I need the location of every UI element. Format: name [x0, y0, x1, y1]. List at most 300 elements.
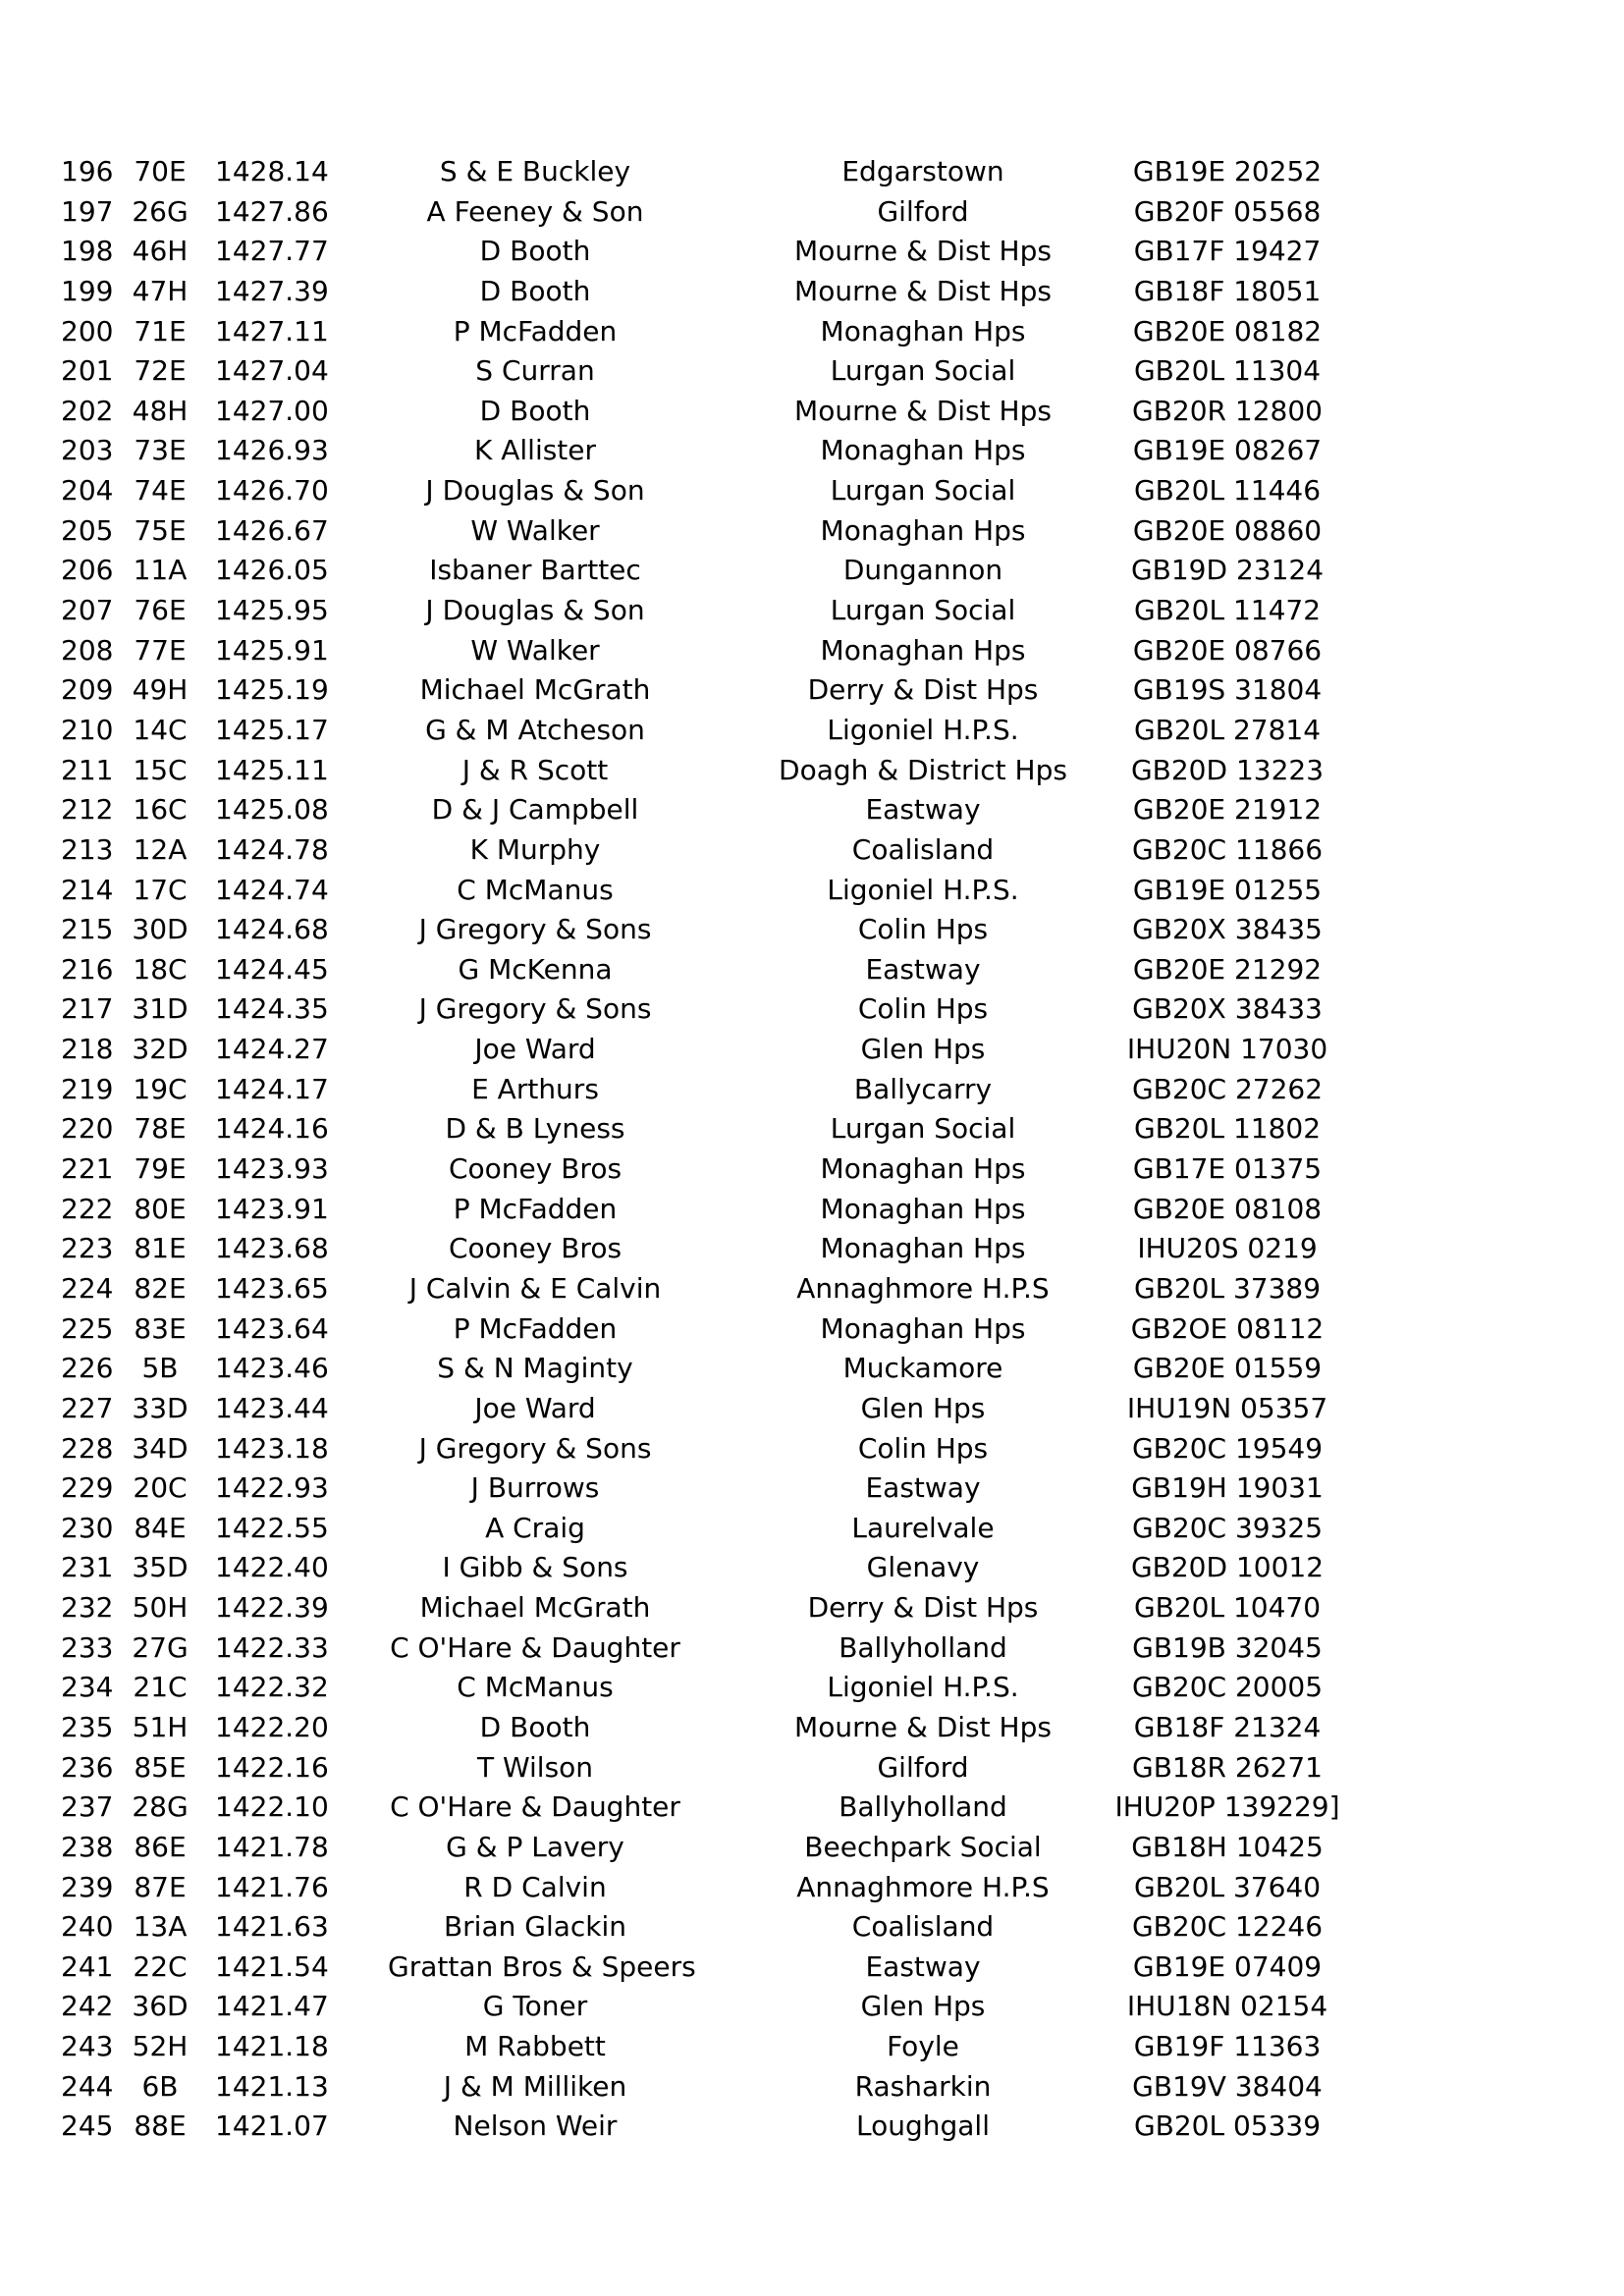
velocity-cell: 1421.13: [215, 2069, 329, 2103]
club-cell: Monaghan Hps: [820, 1192, 1026, 1225]
entry-code-cell: 88E: [134, 2109, 187, 2143]
ring-number-cell: GB20C 19549: [1131, 1431, 1324, 1465]
position-cell: 244: [61, 2069, 114, 2103]
table-row: [0, 1109, 1624, 1149]
entry-code-cell: 78E: [134, 1112, 187, 1146]
club-cell: Glen Hps: [860, 1990, 986, 2023]
position-cell: 204: [61, 474, 114, 507]
entry-code-cell: 74E: [134, 474, 187, 507]
table-row: [0, 1868, 1624, 1908]
position-cell: 217: [61, 992, 114, 1026]
table-row: [0, 1429, 1624, 1469]
fancier-name-cell: W Walker: [470, 633, 600, 667]
club-cell: Annaghmore H.P.S: [796, 1271, 1050, 1305]
velocity-cell: 1424.16: [215, 1112, 329, 1146]
club-cell: Coalisland: [851, 832, 995, 866]
velocity-cell: 1422.32: [215, 1671, 329, 1704]
fancier-name-cell: Michael McGrath: [419, 1591, 651, 1625]
club-cell: Mourne & Dist Hps: [794, 1710, 1052, 1743]
position-cell: 239: [61, 1870, 114, 1903]
ring-number-cell: GB18F 18051: [1133, 274, 1322, 307]
fancier-name-cell: Joe Ward: [474, 1391, 596, 1424]
entry-code-cell: 79E: [134, 1152, 187, 1186]
ring-number-cell: GB20L 10470: [1133, 1591, 1322, 1625]
fancier-name-cell: S Curran: [475, 354, 595, 388]
velocity-cell: 1424.68: [215, 913, 329, 946]
velocity-cell: 1426.67: [215, 513, 329, 547]
velocity-cell: 1426.93: [215, 434, 329, 467]
position-cell: 237: [61, 1790, 114, 1824]
club-cell: Gilford: [877, 194, 969, 228]
table-row: [0, 1509, 1624, 1549]
velocity-cell: 1424.45: [215, 952, 329, 986]
table-row: [0, 1629, 1624, 1669]
entry-code-cell: 19C: [133, 1072, 188, 1105]
velocity-cell: 1421.18: [215, 2030, 329, 2063]
position-cell: 224: [61, 1271, 114, 1305]
fancier-name-cell: P McFadden: [453, 1311, 618, 1345]
velocity-cell: 1421.07: [215, 2109, 329, 2143]
velocity-cell: 1423.46: [215, 1352, 329, 1385]
ring-number-cell: GB20L 37640: [1133, 1870, 1322, 1903]
fancier-name-cell: J Burrows: [470, 1471, 600, 1505]
table-row: [0, 751, 1624, 791]
ring-number-cell: IHU19N 05357: [1126, 1391, 1328, 1424]
entry-code-cell: 34D: [132, 1431, 189, 1465]
fancier-name-cell: J Douglas & Son: [425, 594, 645, 627]
fancier-name-cell: Joe Ward: [474, 1033, 596, 1066]
fancier-name-cell: P McFadden: [453, 314, 618, 347]
position-cell: 199: [61, 274, 114, 307]
entry-code-cell: 11A: [133, 554, 188, 587]
position-cell: 213: [61, 832, 114, 866]
table-row: [0, 830, 1624, 871]
club-cell: Eastway: [865, 952, 981, 986]
fancier-name-cell: D & B Lyness: [445, 1112, 625, 1146]
velocity-cell: 1423.91: [215, 1192, 329, 1225]
table-row: [0, 871, 1624, 911]
table-row: [0, 1149, 1624, 1190]
club-cell: Derry & Dist Hps: [807, 1591, 1039, 1625]
table-row: [0, 1389, 1624, 1429]
position-cell: 241: [61, 1949, 114, 1983]
ring-number-cell: GB19H 19031: [1131, 1471, 1324, 1505]
velocity-cell: 1421.63: [215, 1910, 329, 1944]
table-row: [0, 431, 1624, 471]
ring-number-cell: GB20E 21912: [1132, 793, 1323, 827]
entry-code-cell: 12A: [133, 832, 188, 866]
position-cell: 215: [61, 913, 114, 946]
club-cell: Dungannon: [842, 554, 1003, 587]
fancier-name-cell: K Allister: [473, 434, 597, 467]
position-cell: 245: [61, 2109, 114, 2143]
fancier-name-cell: C McManus: [457, 873, 614, 906]
table-row: [0, 2027, 1624, 2067]
club-cell: Glen Hps: [860, 1391, 986, 1424]
fancier-name-cell: Nelson Weir: [453, 2109, 618, 2143]
table-row: [0, 312, 1624, 352]
fancier-name-cell: M Rabbett: [464, 2030, 606, 2063]
velocity-cell: 1424.78: [215, 832, 329, 866]
position-cell: 201: [61, 354, 114, 388]
ring-number-cell: GB2OE 08112: [1130, 1311, 1325, 1345]
position-cell: 230: [61, 1511, 114, 1544]
velocity-cell: 1421.54: [215, 1949, 329, 1983]
velocity-cell: 1425.95: [215, 594, 329, 627]
ring-number-cell: GB20L 27814: [1133, 713, 1322, 746]
entry-code-cell: 20C: [133, 1471, 188, 1505]
fancier-name-cell: D Booth: [479, 394, 591, 427]
ring-number-cell: GB19S 31804: [1132, 673, 1323, 707]
entry-code-cell: 31D: [132, 992, 189, 1026]
entry-code-cell: 73E: [134, 434, 187, 467]
table-row: [0, 192, 1624, 233]
velocity-cell: 1427.04: [215, 354, 329, 388]
position-cell: 235: [61, 1710, 114, 1743]
velocity-cell: 1425.17: [215, 713, 329, 746]
club-cell: Glenavy: [866, 1551, 980, 1584]
position-cell: 197: [61, 194, 114, 228]
club-cell: Derry & Dist Hps: [807, 673, 1039, 707]
entry-code-cell: 14C: [133, 713, 188, 746]
entry-code-cell: 82E: [134, 1271, 187, 1305]
position-cell: 236: [61, 1750, 114, 1784]
club-cell: Doagh & District Hps: [779, 753, 1067, 786]
club-cell: Colin Hps: [857, 1431, 989, 1465]
fancier-name-cell: J Gregory & Sons: [418, 992, 652, 1026]
fancier-name-cell: D Booth: [479, 235, 591, 268]
ring-number-cell: GB20E 08766: [1132, 633, 1323, 667]
position-cell: 206: [61, 554, 114, 587]
position-cell: 234: [61, 1671, 114, 1704]
fancier-name-cell: G & P Lavery: [446, 1830, 624, 1863]
club-cell: Monaghan Hps: [820, 1311, 1026, 1345]
fancier-name-cell: W Walker: [470, 513, 600, 547]
entry-code-cell: 30D: [132, 913, 189, 946]
fancier-name-cell: R D Calvin: [463, 1870, 607, 1903]
table-row: [0, 1987, 1624, 2027]
ring-number-cell: IHU20S 0219: [1137, 1232, 1318, 1265]
ring-number-cell: GB20L 11304: [1133, 354, 1322, 388]
table-row: [0, 1708, 1624, 1748]
entry-code-cell: 26G: [132, 194, 189, 228]
entry-code-cell: 16C: [133, 793, 188, 827]
table-row: [0, 511, 1624, 552]
club-cell: Monaghan Hps: [820, 434, 1026, 467]
entry-code-cell: 76E: [134, 594, 187, 627]
entry-code-cell: 15C: [133, 753, 188, 786]
ring-number-cell: GB20L 37389: [1133, 1271, 1322, 1305]
position-cell: 238: [61, 1830, 114, 1863]
club-cell: Monaghan Hps: [820, 1152, 1026, 1186]
position-cell: 205: [61, 513, 114, 547]
fancier-name-cell: J & M Milliken: [443, 2069, 627, 2103]
ring-number-cell: GB19E 20252: [1132, 155, 1323, 187]
velocity-cell: 1422.16: [215, 1750, 329, 1784]
fancier-name-cell: J Calvin & E Calvin: [408, 1271, 662, 1305]
club-cell: Laurelvale: [851, 1511, 995, 1544]
position-cell: 229: [61, 1471, 114, 1505]
fancier-name-cell: P McFadden: [453, 1192, 618, 1225]
table-row: [0, 551, 1624, 591]
velocity-cell: 1422.20: [215, 1710, 329, 1743]
ring-number-cell: GB20C 27262: [1131, 1072, 1324, 1105]
ring-number-cell: GB20E 08182: [1132, 314, 1323, 347]
ring-number-cell: GB20R 12800: [1132, 394, 1323, 427]
fancier-name-cell: C McManus: [457, 1671, 614, 1704]
fancier-name-cell: C O'Hare & Daughter: [390, 1790, 680, 1824]
table-row: [0, 1229, 1624, 1269]
position-cell: 207: [61, 594, 114, 627]
table-row: [0, 790, 1624, 830]
table-row: [0, 631, 1624, 671]
position-cell: 222: [61, 1192, 114, 1225]
ring-number-cell: GB20L 11472: [1133, 594, 1322, 627]
entry-code-cell: 35D: [132, 1551, 189, 1584]
club-cell: Foyle: [887, 2030, 959, 2063]
ring-number-cell: GB20X 38433: [1132, 992, 1323, 1026]
entry-code-cell: 36D: [132, 1990, 189, 2023]
ring-number-cell: GB20D 13223: [1130, 753, 1325, 786]
ring-number-cell: GB20L 11446: [1133, 474, 1322, 507]
velocity-cell: 1426.70: [215, 474, 329, 507]
club-cell: Glen Hps: [860, 1033, 986, 1066]
table-row: [0, 670, 1624, 711]
entry-code-cell: 22C: [133, 1949, 188, 1983]
velocity-cell: 1427.86: [215, 194, 329, 228]
position-cell: 240: [61, 1910, 114, 1944]
club-cell: Mourne & Dist Hps: [794, 274, 1052, 307]
club-cell: Ligoniel H.P.S.: [827, 713, 1019, 746]
table-row: [0, 1788, 1624, 1828]
table-row: [0, 351, 1624, 392]
position-cell: 210: [61, 713, 114, 746]
velocity-cell: 1421.76: [215, 1870, 329, 1903]
table-row: [0, 152, 1624, 192]
ring-number-cell: GB20E 08108: [1132, 1192, 1323, 1225]
position-cell: 232: [61, 1591, 114, 1625]
position-cell: 216: [61, 952, 114, 986]
table-row: [0, 1190, 1624, 1230]
position-cell: 221: [61, 1152, 114, 1186]
fancier-name-cell: Cooney Bros: [448, 1152, 623, 1186]
club-cell: Colin Hps: [857, 913, 989, 946]
position-cell: 242: [61, 1990, 114, 2023]
club-cell: Rasharkin: [854, 2069, 992, 2103]
club-cell: Lurgan Social: [830, 594, 1016, 627]
club-cell: Ballyholland: [839, 1630, 1007, 1664]
ring-number-cell: GB20L 05339: [1133, 2109, 1322, 2143]
entry-code-cell: 70E: [134, 155, 187, 187]
ring-number-cell: GB17F 19427: [1133, 235, 1322, 268]
club-cell: Mourne & Dist Hps: [794, 235, 1052, 268]
entry-code-cell: 50H: [132, 1591, 189, 1625]
entry-code-cell: 27G: [132, 1630, 189, 1664]
position-cell: 220: [61, 1112, 114, 1146]
entry-code-cell: 18C: [133, 952, 188, 986]
club-cell: Eastway: [865, 1471, 981, 1505]
entry-code-cell: 85E: [134, 1750, 187, 1784]
velocity-cell: 1422.33: [215, 1630, 329, 1664]
club-cell: Gilford: [877, 1750, 969, 1784]
table-row: [0, 910, 1624, 950]
entry-code-cell: 84E: [134, 1511, 187, 1544]
fancier-name-cell: C O'Hare & Daughter: [390, 1630, 680, 1664]
velocity-cell: 1422.93: [215, 1471, 329, 1505]
results-table: [0, 152, 1624, 2147]
ring-number-cell: IHU20P 139229]: [1114, 1790, 1340, 1824]
ring-number-cell: GB20F 05568: [1133, 194, 1322, 228]
entry-code-cell: 32D: [132, 1033, 189, 1066]
fancier-name-cell: S & N Maginty: [437, 1352, 633, 1385]
club-cell: Ligoniel H.P.S.: [827, 1671, 1019, 1704]
velocity-cell: 1424.35: [215, 992, 329, 1026]
position-cell: 211: [61, 753, 114, 786]
fancier-name-cell: A Feeney & Son: [426, 194, 644, 228]
velocity-cell: 1421.78: [215, 1830, 329, 1863]
table-row: [0, 1349, 1624, 1389]
velocity-cell: 1423.44: [215, 1391, 329, 1424]
ring-number-cell: GB19E 01255: [1132, 873, 1323, 906]
club-cell: Mourne & Dist Hps: [794, 394, 1052, 427]
table-row: [0, 989, 1624, 1030]
fancier-name-cell: D Booth: [479, 274, 591, 307]
position-cell: 200: [61, 314, 114, 347]
ring-number-cell: GB20E 01559: [1132, 1352, 1323, 1385]
table-row: [0, 1907, 1624, 1948]
entry-code-cell: 33D: [132, 1391, 189, 1424]
position-cell: 203: [61, 434, 114, 467]
velocity-cell: 1425.91: [215, 633, 329, 667]
position-cell: 225: [61, 1311, 114, 1345]
ring-number-cell: GB18F 21324: [1133, 1710, 1322, 1743]
velocity-cell: 1424.17: [215, 1072, 329, 1105]
table-row: [0, 1668, 1624, 1708]
velocity-cell: 1423.68: [215, 1232, 329, 1265]
table-row: [0, 272, 1624, 312]
table-row: [0, 1309, 1624, 1350]
velocity-cell: 1423.93: [215, 1152, 329, 1186]
table-row: [0, 1468, 1624, 1509]
ring-number-cell: GB20C 39325: [1131, 1511, 1324, 1544]
ring-number-cell: GB19B 32045: [1132, 1630, 1323, 1664]
entry-code-cell: 87E: [134, 1870, 187, 1903]
velocity-cell: 1421.47: [215, 1990, 329, 2023]
position-cell: 226: [61, 1352, 114, 1385]
entry-code-cell: 86E: [134, 1830, 187, 1863]
velocity-cell: 1427.00: [215, 394, 329, 427]
position-cell: 231: [61, 1551, 114, 1584]
club-cell: Monaghan Hps: [820, 1232, 1026, 1265]
fancier-name-cell: Grattan Bros & Speers: [388, 1949, 696, 1983]
fancier-name-cell: G Toner: [482, 1990, 588, 2023]
table-row: [0, 1070, 1624, 1110]
club-cell: Edgarstown: [841, 155, 1004, 187]
fancier-name-cell: G McKenna: [458, 952, 613, 986]
fancier-name-cell: E Arthurs: [471, 1072, 599, 1105]
club-cell: Loughgall: [856, 2109, 990, 2143]
velocity-cell: 1424.74: [215, 873, 329, 906]
ring-number-cell: IHU18N 02154: [1126, 1990, 1328, 2023]
fancier-name-cell: I Gibb & Sons: [442, 1551, 628, 1584]
ring-number-cell: GB20E 08860: [1132, 513, 1323, 547]
table-row: [0, 1588, 1624, 1629]
position-cell: 209: [61, 673, 114, 707]
velocity-cell: 1427.39: [215, 274, 329, 307]
position-cell: 218: [61, 1033, 114, 1066]
ring-number-cell: GB18H 10425: [1131, 1830, 1324, 1863]
fancier-name-cell: A Craig: [485, 1511, 585, 1544]
velocity-cell: 1423.65: [215, 1271, 329, 1305]
entry-code-cell: 51H: [132, 1710, 189, 1743]
club-cell: Lurgan Social: [830, 1112, 1016, 1146]
entry-code-cell: 83E: [134, 1311, 187, 1345]
club-cell: Muckamore: [842, 1352, 1003, 1385]
entry-code-cell: 52H: [132, 2030, 189, 2063]
club-cell: Ballycarry: [853, 1072, 993, 1105]
club-cell: Beechpark Social: [804, 1830, 1042, 1863]
entry-code-cell: 46H: [132, 235, 189, 268]
fancier-name-cell: D & J Campbell: [431, 793, 639, 827]
ring-number-cell: GB20X 38435: [1132, 913, 1323, 946]
velocity-cell: 1425.11: [215, 753, 329, 786]
velocity-cell: 1425.19: [215, 673, 329, 707]
position-cell: 227: [61, 1391, 114, 1424]
velocity-cell: 1423.18: [215, 1431, 329, 1465]
ring-number-cell: GB19E 08267: [1132, 434, 1323, 467]
position-cell: 202: [61, 394, 114, 427]
position-cell: 228: [61, 1431, 114, 1465]
entry-code-cell: 21C: [133, 1671, 188, 1704]
entry-code-cell: 71E: [134, 314, 187, 347]
ring-number-cell: GB20C 20005: [1131, 1671, 1324, 1704]
entry-code-cell: 81E: [134, 1232, 187, 1265]
table-row: [0, 1828, 1624, 1868]
position-cell: 243: [61, 2030, 114, 2063]
table-row: [0, 232, 1624, 272]
club-cell: Lurgan Social: [830, 354, 1016, 388]
fancier-name-cell: J Gregory & Sons: [418, 1431, 652, 1465]
velocity-cell: 1428.14: [215, 155, 329, 187]
entry-code-cell: 48H: [132, 394, 189, 427]
club-cell: Monaghan Hps: [820, 314, 1026, 347]
velocity-cell: 1423.64: [215, 1311, 329, 1345]
entry-code-cell: 49H: [132, 673, 189, 707]
club-cell: Eastway: [865, 793, 981, 827]
entry-code-cell: 6B: [141, 2069, 179, 2103]
fancier-name-cell: D Booth: [479, 1710, 591, 1743]
club-cell: Lurgan Social: [830, 474, 1016, 507]
table-row: [0, 392, 1624, 432]
position-cell: 198: [61, 235, 114, 268]
entry-code-cell: 28G: [132, 1790, 189, 1824]
position-cell: 208: [61, 633, 114, 667]
club-cell: Ballyholland: [839, 1790, 1007, 1824]
fancier-name-cell: J Gregory & Sons: [418, 913, 652, 946]
table-row: [0, 591, 1624, 631]
position-cell: 214: [61, 873, 114, 906]
club-cell: Colin Hps: [857, 992, 989, 1026]
position-cell: 233: [61, 1630, 114, 1664]
club-cell: Annaghmore H.P.S: [796, 1870, 1050, 1903]
fancier-name-cell: T Wilson: [476, 1750, 594, 1784]
fancier-name-cell: Brian Glackin: [443, 1910, 627, 1944]
ring-number-cell: GB19V 38404: [1132, 2069, 1323, 2103]
table-row: [0, 950, 1624, 990]
table-row: [0, 2067, 1624, 2108]
ring-number-cell: IHU20N 17030: [1126, 1033, 1328, 1066]
position-cell: 219: [61, 1072, 114, 1105]
